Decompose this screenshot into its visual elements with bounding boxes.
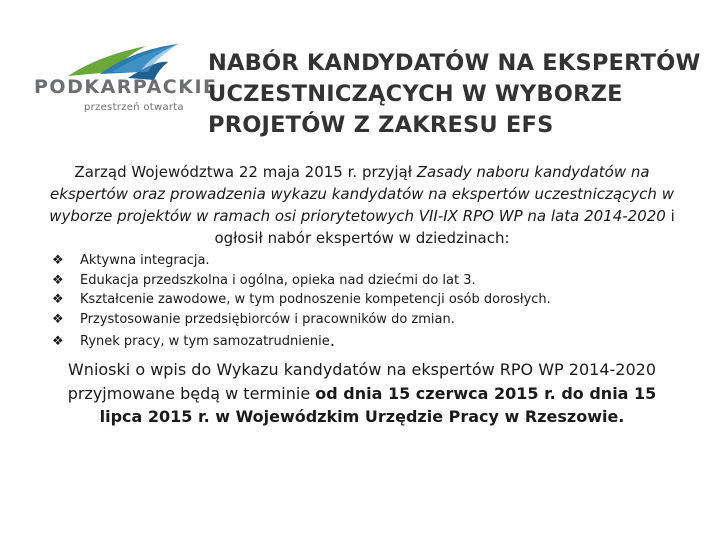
podkarpackie-logo — [28, 42, 218, 122]
list-item-label: Edukacja przedszkolna i ogólna, opieka nad dziećmi do lat 3. — [80, 272, 476, 288]
diamond-bullet-icon: ❖ — [52, 311, 64, 327]
list-item-period: . — [329, 331, 336, 351]
logo-wordmark: PODKARPACKIE — [34, 76, 218, 98]
intro-lead: Zarząd Województwa 22 maja 2015 r. przyjął — [74, 163, 417, 181]
title-line-2: UCZESTNICZĄCYCH W WYBORZE — [208, 81, 623, 107]
fields-list — [52, 251, 692, 353]
list-item-label: Kształcenie zawodowe, w tym podnoszenie kompetencji osób dorosłych. — [80, 292, 551, 308]
diamond-bullet-icon: ❖ — [52, 292, 64, 308]
intro-paragraph — [46, 161, 678, 249]
title-line-3: PROJETÓW Z ZAKRESU EFS — [208, 112, 554, 138]
title-line-1: NABÓR KANDYDATÓW NA EKSPERTÓW — [208, 50, 701, 76]
diamond-bullet-icon: ❖ — [52, 333, 64, 349]
closing-paragraph — [46, 358, 678, 429]
list-item-label: Rynek pracy, w tym samozatrudnienie — [80, 333, 330, 349]
list-item-label: Przystosowanie przedsiębiorców i pracowników do zmian. — [80, 311, 455, 327]
list-item — [52, 310, 692, 330]
logo-tagline: przestrzeń otwarta — [84, 102, 184, 113]
list-item — [52, 329, 692, 353]
diamond-bullet-icon: ❖ — [52, 253, 64, 269]
diamond-bullet-icon: ❖ — [52, 272, 64, 288]
list-item — [52, 251, 692, 271]
list-item-label: Aktywna integracja. — [80, 253, 210, 269]
page-title — [208, 48, 713, 141]
list-item — [52, 271, 692, 291]
list-item — [52, 290, 692, 310]
closing-deadline: od dnia 15 czerwca 2015 r. do dnia 15 lipca 2015 r. w Wojewódzkim Urzędzie Pracy w Rzeszowie. — [99, 383, 657, 426]
intro-tail: i ogłosił nabór ekspertów w dziedzinach: — [214, 207, 675, 247]
closing-text: Wnioski o wpis do Wykazu kandydatów na ekspertów RPO WP 2014-2020 przyjmowane będą w terminie — [67, 360, 656, 403]
intro-italic-title: Zasady naboru kandydatów na ekspertów oraz prowadzenia wykazu kandydatów na ekspertów uczestniczących w wyborze projektów w ramach osi priorytetowych VII-IX RPO WP na lata 2014-2020 — [49, 163, 674, 225]
